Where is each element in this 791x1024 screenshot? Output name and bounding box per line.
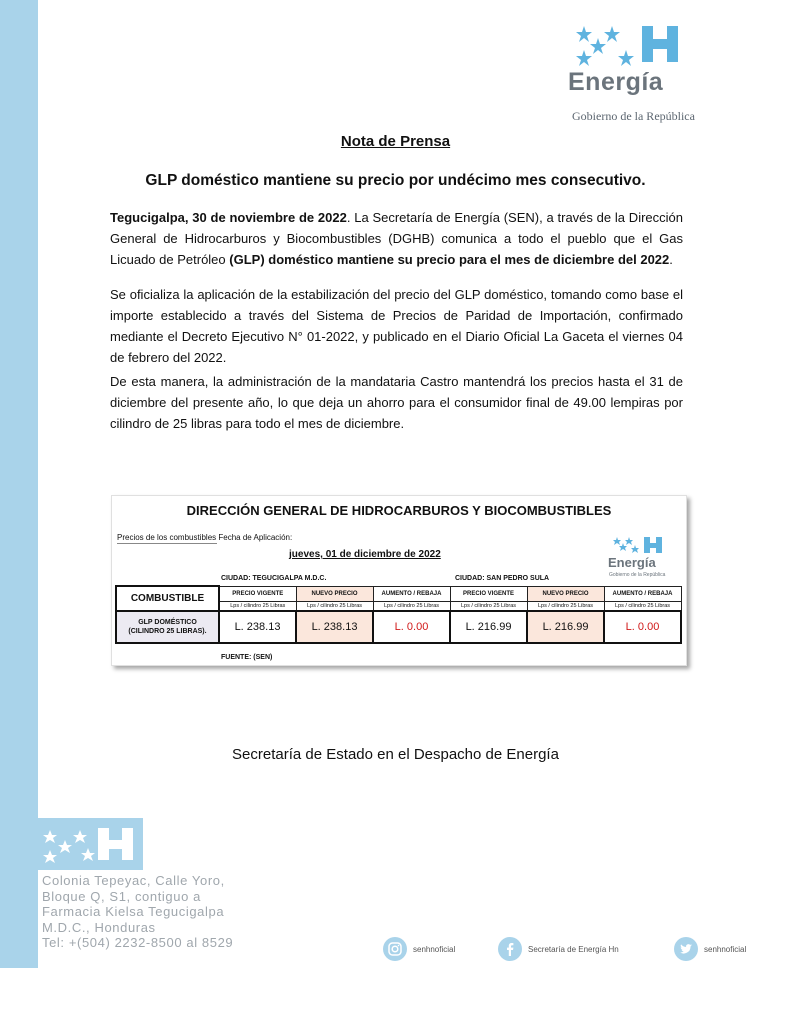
table-source: FUENTE: (SEN) — [221, 654, 273, 661]
unit-label: Lps / cilindro 25 Libras — [450, 601, 527, 611]
table-logo-gov: Gobierno de la República — [609, 572, 666, 578]
unit-label: Lps / cilindro 25 Libras — [604, 601, 681, 611]
facebook-icon — [498, 937, 522, 961]
unit-label: Lps / cilindro 25 Libras — [219, 601, 296, 611]
table-row-glp — [116, 611, 681, 643]
paragraph-1-highlight: (GLP) doméstico mantiene su precio para el mes de diciembre del 2022 — [229, 252, 670, 267]
ministry-signature: Secretaría de Estado en el Despacho de Energía — [232, 746, 559, 763]
facebook-handle: Secretaría de Energía Hn — [528, 944, 619, 954]
address-line: Farmacia Kielsa Tegucigalpa — [42, 904, 225, 919]
fuel-name-cell — [116, 611, 219, 643]
stars-icon — [570, 24, 640, 68]
press-headline: GLP doméstico mantiene su precio por undécimo mes consecutivo. — [145, 172, 646, 189]
tgu-nuevo-value: L. 238.13 — [296, 611, 373, 643]
paragraph-2: Se oficializa la aplicación de la estabilización del precio del GLP doméstico, tomando como base el importe establecido a través del Sistema de Precios de Paridad de Importación, confirmado mediante el Decreto Ejecutivo N° 01-2022, y publicado en el Diario Oficial La Gaceta el viernes 04 de febrero del 2022. — [110, 287, 683, 365]
address-line: Colonia Tepeyac, Calle Yoro, — [42, 873, 225, 888]
fuel-size: (CILINDRO 25 LIBRAS). — [128, 628, 207, 635]
phone-line: Tel: +(504) 2232-8500 al 8529 — [42, 935, 234, 950]
facebook-link[interactable] — [498, 937, 619, 961]
unit-label: Lps / cilindro 25 Libras — [527, 601, 604, 611]
header-sps-aumento: AUMENTO / REBAJA — [604, 586, 681, 601]
instagram-icon — [383, 937, 407, 961]
price-table — [115, 585, 682, 644]
city-san-pedro-sula: CIUDAD: SAN PEDRO SULA — [455, 575, 550, 582]
address-line: M.D.C., Honduras — [42, 919, 156, 935]
application-date: jueves, 01 de diciembre de 2022 — [289, 549, 441, 560]
instagram-handle: senhnoficial — [413, 944, 456, 954]
table-subtitle: Precios de los combustibles Fecha de Aplicación: — [117, 533, 293, 542]
h-letter-icon — [640, 24, 680, 64]
paragraph-3: De esta manera, la administración de la mandataria Castro mantendrá los precios hasta el 31 de diciembre del presente año, lo que deja un ahorro para el consumidor final de 49.00 lempiras por cilindro de 25 libras para todo el mes de diciembre. — [110, 374, 683, 431]
table-logo — [608, 536, 688, 580]
header-sps-vigente: PRECIO VIGENTE — [450, 586, 527, 601]
header-tgu-nuevo: NUEVO PRECIO — [296, 586, 373, 601]
tgu-vigente-value: L. 238.13 — [219, 611, 296, 643]
sps-nuevo-value: L. 216.99 — [527, 611, 604, 643]
paragraph-1-text: . La Secretaría de Energía (SEN), a través de la Dirección General de Hidrocarburos y Biocombustibles (DGHB) comunica a todo el pueblo que el Gas Licuado de Petróleo — [110, 210, 683, 267]
unit-label: Lps / cilindro 25 Libras — [296, 601, 373, 611]
government-label: Gobierno de la República — [572, 109, 695, 123]
energia-logo — [562, 18, 712, 128]
table-title: DIRECCIÓN GENERAL DE HIDROCARBUROS Y BIOCOMBUSTIBLES — [186, 503, 612, 518]
small-stars-h-icon — [612, 536, 670, 554]
tgu-aumento-value: L. 0.00 — [373, 611, 450, 643]
sps-vigente-value: L. 216.99 — [450, 611, 527, 643]
table-header-row — [116, 586, 681, 601]
header-tgu-vigente: PRECIO VIGENTE — [219, 586, 296, 601]
address-line: Bloque Q, S1, contiguo a — [42, 888, 201, 904]
paragraph-1-lead: Tegucigalpa, 30 de noviembre de 2022 — [110, 210, 347, 225]
twitter-icon — [674, 937, 698, 961]
footer-logo — [38, 818, 143, 870]
table-logo-brand: Energía — [608, 555, 656, 570]
paragraph-1-end: . — [669, 252, 673, 267]
price-table-card — [111, 495, 687, 666]
fuel-name: GLP DOMÉSTICO — [138, 619, 197, 626]
press-note-label: Nota de Prensa — [340, 133, 451, 150]
unit-label: Lps / cilindro 25 Libras — [373, 601, 450, 611]
city-tegucigalpa: CIUDAD: TEGUCIGALPA M.D.C. — [221, 575, 327, 582]
paragraph-1 — [110, 207, 683, 270]
header-sps-nuevo: NUEVO PRECIO — [527, 586, 604, 601]
instagram-link[interactable] — [383, 937, 455, 961]
twitter-handle: senhnoficial — [704, 944, 747, 954]
footer-address — [42, 873, 233, 951]
brand-name: Energía — [568, 68, 664, 96]
sps-aumento-value: L. 0.00 — [604, 611, 681, 643]
twitter-link[interactable] — [674, 937, 746, 961]
header-combustible: COMBUSTIBLE — [116, 586, 219, 611]
stars-h-icon — [38, 818, 143, 870]
header-tgu-aumento: AUMENTO / REBAJA — [373, 586, 450, 601]
